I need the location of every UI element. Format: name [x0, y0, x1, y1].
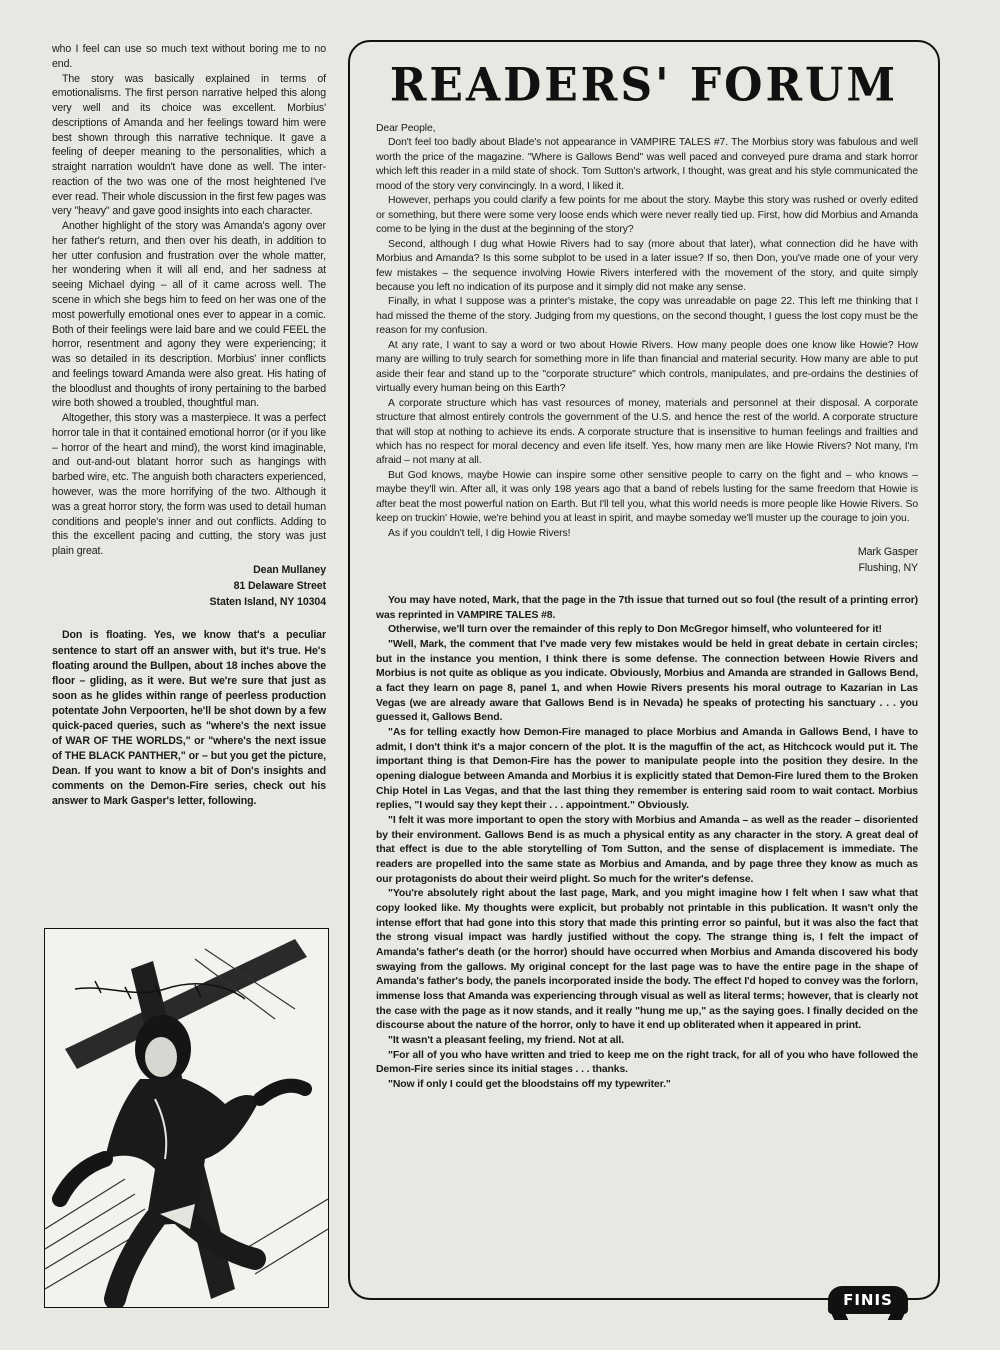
readers-forum-panel	[348, 40, 940, 1300]
editor-reply	[376, 594, 918, 1093]
letter-paragraph: As if you couldn't tell, I dig Howie Rivers!	[388, 527, 571, 539]
signature-name: Mark Gasper	[857, 546, 918, 559]
forum-title: READERS' FORUM	[389, 58, 899, 113]
signature-city: Staten Island, NY 10304	[209, 595, 326, 608]
letter-paragraph: who I feel can use so much text without boring me to no end.	[52, 43, 326, 70]
reply-paragraph: "As for telling exactly how Demon-Fire managed to place Morbius and Amanda in Gallows Bend, I have to admit, I don't think it's a major concern of the plot. It is the maguffin of the act, as Hitchcock would put it. The important thing is that Demon-Fire has the power to manipulate people into the position they desire. In the opening dialogue between Amanda and Morbius it is explicitly stated that Demon-Fire lured them to the Broken Chip Hotel in Las Vegas, and that the last thing they remember is entering said room to wait contact. Morbius replies, "I would say they kept their . . . appointment." Obviously.	[376, 726, 918, 812]
letter-paragraph: Finally, in what I suppose was a printer's mistake, the copy was unreadable on page 22. This left me thinking that I had missed the theme of the story. Judging from my questions, on the second thought, I guess the lost copy must be the reason for my confusion.	[376, 296, 918, 337]
letter-salutation: Dear People,	[376, 123, 436, 134]
letter-signature	[376, 545, 918, 576]
letter-paragraph: But God knows, maybe Howie can inspire some other sensitive people to carry on the fight and – who knows – maybe they'll win. After all, it was only 198 years ago that a band of rebels lusting for the same freedom that Howie is after beat the most powerful nation on Earth. But I'll tell you, what this world needs is more people like Howie Rivers. So keep on truckin' Howie, we're behind you at least in spirit, and maybe someday we'll muster up the courage to join you.	[376, 469, 918, 525]
reply-paragraph: "Well, Mark, the comment that I've made very few mistakes would be held in great debate in certain circles; but in the instance you mention, I think there is some defense. The connection between Howie Rivers and Morbius is not quite as oblique as you indicate. Obviously, Morbius and Amanda are stranded in Gallows Bend, a fact they learn on page 8, panel 1, and when Howie Rivers presents his moral outrage to Kazarian in Las Vegas (we are already aware that Gallows Bend is in Nevada) he speaks of protecting his sanctuary . . . you guessed it, Gallows Bend.	[376, 638, 918, 724]
signature-name: Dean Mullaney	[253, 563, 326, 576]
reply-paragraph: "You're absolutely right about the last page, Mark, and you might imagine how I felt when I saw what that copy looked like. My thoughts were explicit, but probably not printable in this publication. It wasn't only the intense effort that had gone into this story that made this printing error so painful, but it was also the fact that the strong visual impact was hardly justified without the copy. The strange thing is, I felt the impact of Amanda's father's death (or the horror) should have occurred when Morbius and Amanda discovered his body swaying from the gallows. My original concept for the last page was to have the entire page in the shape of Amanda's father's body, the panels incorporated inside the body. The effect I'd hoped to convey was the forlorn, immense loss that Amanda was experiencing through visual as well as literal terms; however, that is clearly not the case with the page as it now stands, and it really "hung me up," as the saying goes. I finally decided on the discourse about the nature of the horror, only to have it end up obliterated when it appeared in print.	[376, 888, 918, 1032]
letter-paragraph: At any rate, I want to say a word or two about Howie Rivers. How many people does one know like Howie? How many are willing to truly search for something more in life than financial and material security. How many are able to put aside their fear and stand up to the "corporate structure" which controls, manipulates, and pre-ordains the destinies of virtually every human being on this Earth?	[376, 339, 918, 395]
letter-paragraph: Don't feel too badly about Blade's not appearance in VAMPIRE TALES #7. The Morbius story was fabulous and well worth the price of the magazine. "Where is Gallows Bend" was well paced and conveyed pure drama and stark horror which left this reader in a mild state of shock. Tom Sutton's artwork, I thought, was great and his style communicated the mood of the story very convincingly. In a word, I liked it.	[376, 137, 918, 192]
signature-block	[52, 563, 326, 611]
reply-paragraph: "It wasn't a pleasant feeling, my friend. Not at all.	[388, 1035, 624, 1047]
illustration-art	[45, 929, 328, 1307]
letter-paragraph: A corporate structure which has vast resources of money, materials and personnel at their disposal. A corporate structure that almost entirely controls the government of the U.S. and hence the rest of the world. A corporate structure that will stop at nothing to achieve its ends. A corporate structure that is insensitive to human feelings and frailties and which has no respect for moral decency and even life itself. Yes, how many men are like Howie Rivers? Not many, I'm afraid – not many at all.	[376, 397, 918, 467]
signature-location: Flushing, NY	[858, 561, 918, 574]
reply-paragraph: "For all of you who have written and tried to keep me on the right track, for all of you who have followed the Demon-Fire series since its initial stages . . . thanks.	[376, 1049, 918, 1076]
signature-street: 81 Delaware Street	[233, 579, 326, 592]
letter-paragraph: Another highlight of the story was Amanda's agony over her father's return, and then over his death, in addition to her utter confusion and frustration over the whole matter, her wondering when it will all end, and her sadness at seeing Michael dying – all of it came across well. The scene in which she begs him to feed on her was one of the most powerfully emotional ones ever to appear in a comic. Both of their feelings were laid bare and we could FEEL the horror, resentment and agony they were experiencing; it was so detailed in its description. Morbius' inner conflicts and feelings toward Amanda were also great. His hating of the bloodlust and thoughts of irony pertaining to the barbed wire both showed a troubled, thoughtful man.	[52, 220, 326, 410]
editor-reply	[52, 628, 326, 808]
reply-paragraph: "I felt it was more important to open the story with Morbius and Amanda – as well as the reader – disoriented by their environment. Gallows Bend is as much a physical entity as any character in the story. A great deal of that effect is due to the able storytelling of Tom Sutton, and the sense of displacement is immediate. The readers are propelled into the same state as Morbius and Amanda, and by page three they know as much as our protagonists do about their weird plight. So much for the writer's defense.	[376, 814, 918, 885]
finis-badge: FINIS	[828, 1286, 908, 1314]
left-column	[52, 42, 326, 809]
morbius-vampire-illustration	[44, 928, 329, 1308]
reply-paragraph: Don is floating. Yes, we know that's a peculiar sentence to start off an answer with, but it's true. He's floating around the Bullpen, about 18 inches above the floor – gliding, as it were. But we're sure that just as soon as he glides within range of peerless production potentate John Verpoorten, he'll be shot down by a few quick-paced queries, such as "where's the next issue of WAR OF THE WORLDS," or "where's the next issue of THE BLACK PANTHER," or – but you get the picture, Dean. If you want to know a bit of Don's insights and comments on the Demon-Fire series, check out his answer to Mark Gasper's letter, following.	[52, 629, 326, 807]
letter-paragraph: Second, although I dug what Howie Rivers had to say (more about that later), what connection did he have with Morbius and Amanda? Is this some subplot to be used in a later issue? If so, then Don, you've made one of your very few mistakes – the sequence involving Howie Rivers interfered with the movement of the story, and quite simply because you left no indication of its purpose and it simply did not make any sense.	[376, 238, 918, 293]
letter-paragraph: However, perhaps you could clarify a few points for me about the story. Maybe this story was rushed or overly edited or something, but there were some very loose ends which were never really tied up. First, how did Morbius and Amanda come to be lying in the dust at the beginning of the story?	[376, 195, 918, 236]
reply-paragraph: Otherwise, we'll turn over the remainder of this reply to Don McGregor himself, who volunteered for it!	[388, 624, 882, 636]
reply-paragraph: You may have noted, Mark, that the page in the 7th issue that turned out so foul (the result of a printing error) was reprinted in VAMPIRE TALES #8.	[376, 594, 918, 621]
letter-paragraph: The story was basically explained in terms of emotionalisms. The first person narrative helped this along very well and its choice was excellent. Morbius' descriptions of Amanda and her feelings toward him were best shown through this narrative technique. It gave a feeling of deeper meaning to the personalities, which a straight narration wouldn't have done as well. The inter-reaction of the two was one of the most heightened I've ever read. Their whole discussion in the first few pages was very "heavy" and gave good insights into each character.	[52, 72, 326, 218]
letter-paragraph: Altogether, this story was a masterpiece. It was a perfect horror tale in that it contained emotional horror (or if you like – horror of the heart and mind), the worst kind imaginable, and out-and-out blatant horror such as hangings with barbed wire, etc. The anguish both characters experienced, however, was the more horrifying of the two. Although it was a great horror story, the form was used to detail human conditions and people's inner and out conflicts. Adding to this the excellent pacing and cutting, the story was just plain great.	[52, 412, 326, 558]
reply-paragraph: "Now if only I could get the bloodstains off my typewriter."	[388, 1079, 671, 1091]
letter-body	[376, 122, 918, 576]
